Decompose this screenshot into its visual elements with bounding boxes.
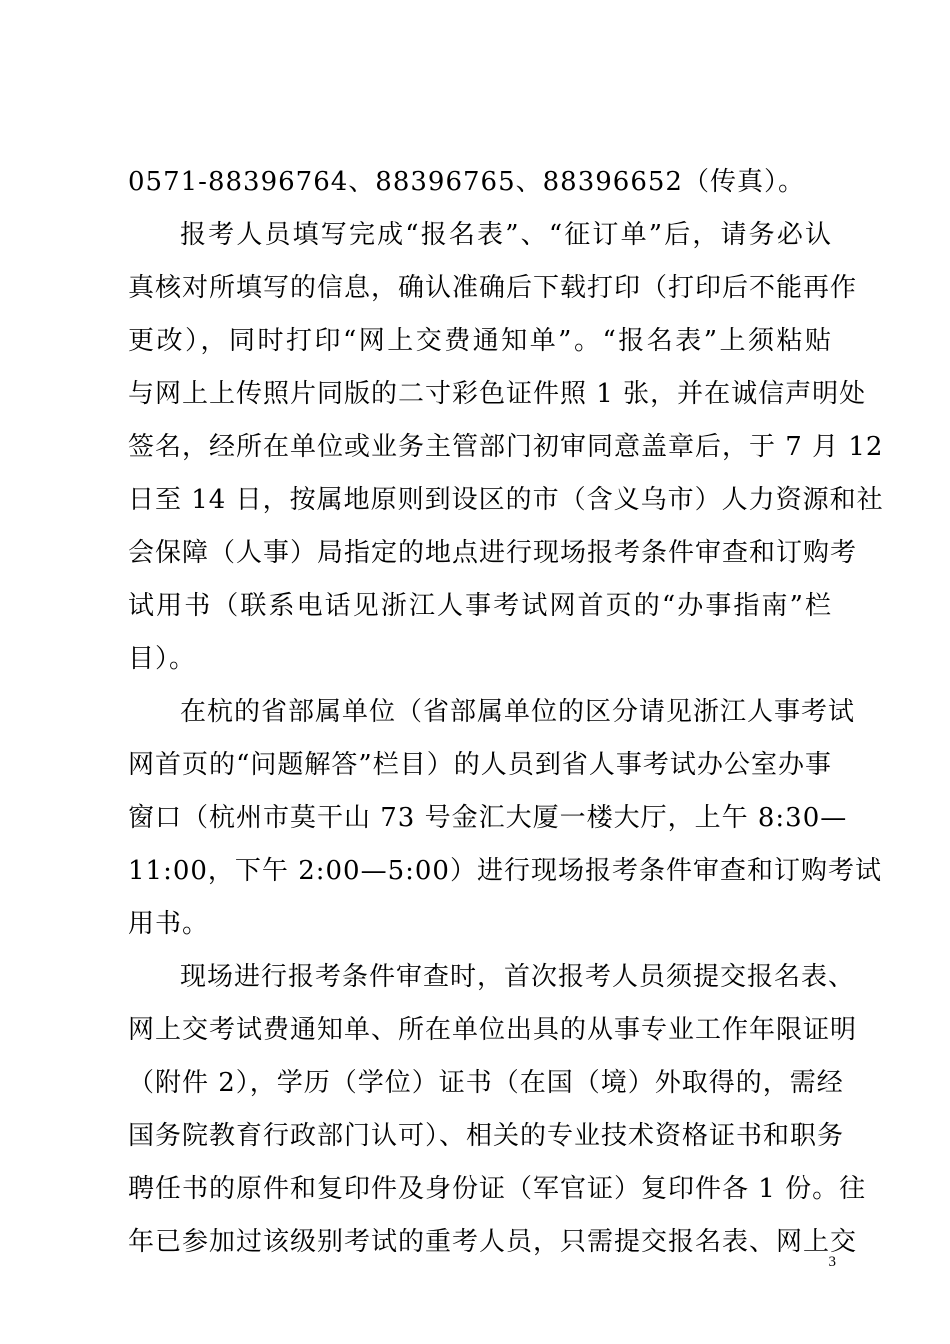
paragraph-start-line: 报考人员填写完成“报名表”、“征订单”后，请务必认 bbox=[180, 220, 832, 250]
text-line: 11:00，下午 2:00—5:00）进行现场报考条件审查和订购考试 bbox=[128, 856, 882, 886]
text-line: 国务院教育行政部门认可）、相关的专业技术资格证书和职务 bbox=[128, 1121, 845, 1151]
text-line: 签名，经所在单位或业务主管部门初审同意盖章后，于 7 月 12 bbox=[128, 432, 884, 462]
text-line: 目）。 bbox=[128, 644, 197, 674]
text-line: 真核对所填写的信息，确认准确后下载打印（打印后不能再作 bbox=[128, 273, 858, 303]
page-number: 3 bbox=[828, 1254, 836, 1270]
text-line: 网首页的“问题解答”栏目）的人员到省人事考试办公室办事 bbox=[128, 750, 832, 780]
paragraph-start-line: 现场进行报考条件审查时，首次报考人员须提交报名表、 bbox=[180, 962, 856, 992]
paragraph-start-line: 在杭的省部属单位（省部属单位的区分请见浙江人事考试 bbox=[180, 697, 856, 727]
text-line: 0571-88396764、88396765、88396652（传真）。 bbox=[128, 167, 805, 197]
text-line: 年已参加过该级别考试的重考人员，只需提交报名表、网上交 bbox=[128, 1227, 858, 1257]
text-line: 日至 14 日，按属地原则到设区的市（含义乌市）人力资源和社 bbox=[128, 485, 884, 515]
text-line: 用书。 bbox=[128, 909, 210, 939]
text-line: 试用书（联系电话见浙江人事考试网首页的“办事指南”栏 bbox=[128, 591, 832, 621]
text-line: 与网上上传照片同版的二寸彩色证件照 1 张，并在诚信声明处 bbox=[128, 379, 867, 409]
text-line: 聘任书的原件和复印件及身份证（军官证）复印件各 1 份。往 bbox=[128, 1174, 867, 1204]
text-line: 会保障（人事）局指定的地点进行现场报考条件审查和订购考 bbox=[128, 538, 858, 568]
text-line: 更改），同时打印“网上交费通知单”。“报名表”上须粘贴 bbox=[128, 326, 832, 356]
text-line: 窗口（杭州市莫干山 73 号金汇大厦一楼大厅，上午 8:30— bbox=[128, 803, 848, 833]
text-line: （附件 2），学历（学位）证书（在国（境）外取得的，需经 bbox=[128, 1068, 844, 1098]
text-line: 网上交考试费通知单、所在单位出具的从事专业工作年限证明 bbox=[128, 1015, 858, 1045]
